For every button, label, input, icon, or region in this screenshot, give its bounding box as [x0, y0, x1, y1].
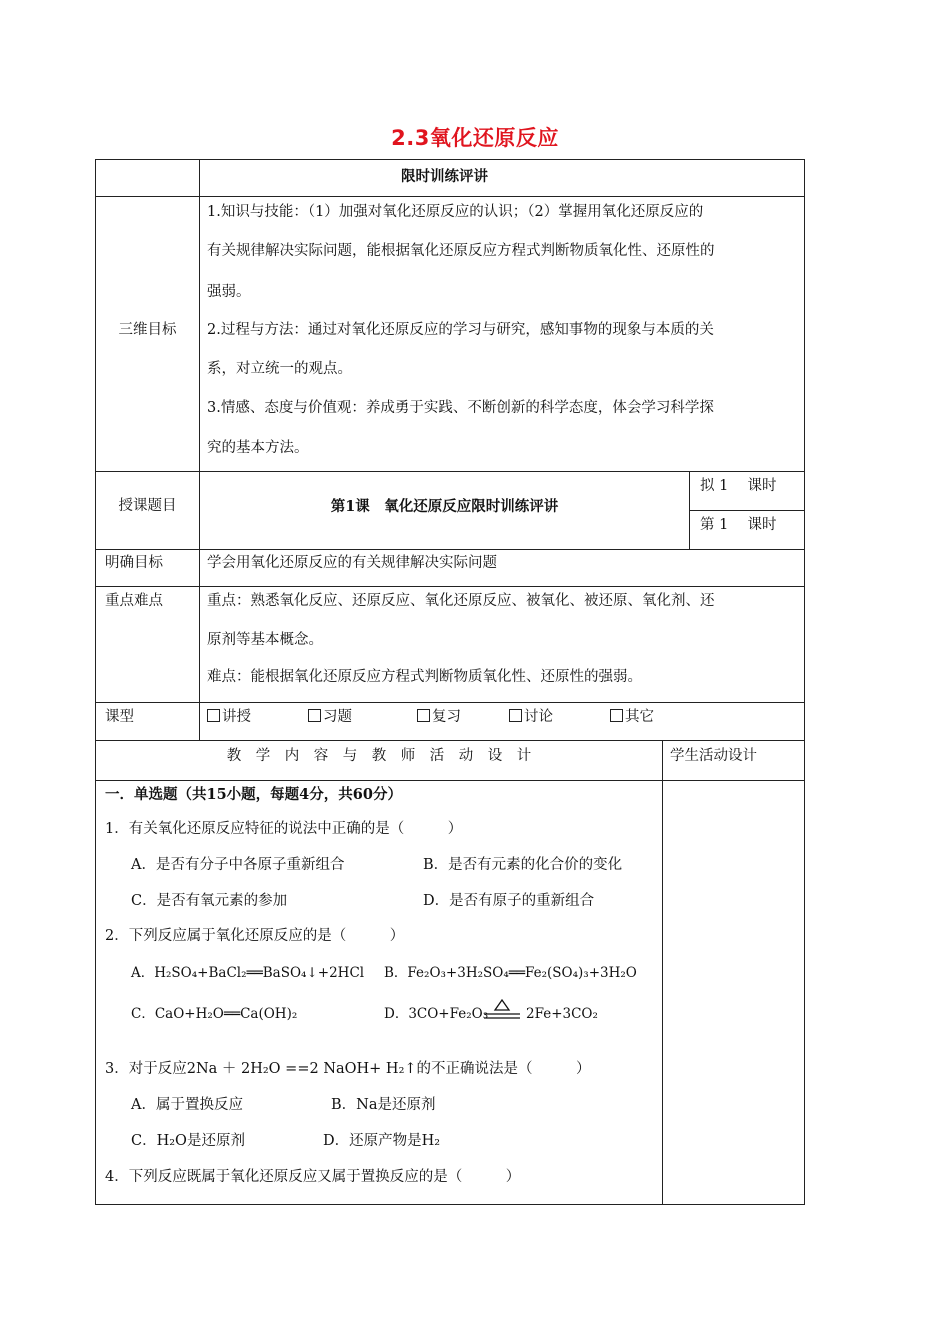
q3-option-c: C．H₂O是还原剂	[131, 1133, 245, 1149]
goals-line: 1.知识与技能：（1）加强对氧化还原反应的认识；（2）掌握用氧化还原反应的	[207, 204, 704, 220]
checkbox-icon	[308, 709, 321, 722]
q2-option-b: B．Fe₂O₃+3H₂SO₄══Fe₂(SO₄)₃+3H₂O	[384, 965, 637, 981]
lesson-type-option[interactable]: 讲授	[207, 709, 251, 726]
lesson-type-option[interactable]: 其它	[610, 709, 654, 726]
checkbox-icon	[207, 709, 220, 722]
section-heading: 一．单选题（共15小题，每题4分，共60分）	[105, 786, 402, 803]
row-divider	[96, 586, 804, 587]
teacher-activity-heading: 教 学 内 容 与 教 师 活 动 设 计	[226, 748, 532, 764]
q1-option-c: C．是否有氧元素的参加	[131, 893, 288, 909]
q2-option-a: A．H₂SO₄+BaCl₂══BaSO₄↓+2HCl	[131, 965, 365, 981]
student-activity-heading: 学生活动设计	[670, 748, 757, 764]
q2-option-c: C．CaO+H₂O══Ca(OH)₂	[131, 1006, 298, 1022]
column-divider	[662, 740, 663, 1204]
row-divider	[96, 780, 804, 781]
lesson-planned-periods: 拟 1 课时	[700, 478, 777, 494]
q2-option-d-left: D．3CO+Fe₂O₃	[384, 1006, 489, 1022]
objective-text: 学会用氧化还原反应的有关规律解决实际问题	[207, 555, 497, 571]
row-divider	[96, 702, 804, 703]
heating-condition-icon	[482, 998, 522, 1022]
goals-line: 究的基本方法。	[207, 440, 309, 456]
goals-label: 三维目标	[118, 322, 177, 338]
lesson-plan-table	[95, 159, 805, 1205]
goals-line: 强弱。	[207, 284, 251, 300]
keypoints-line: 重点：熟悉氧化反应、还原反应、氧化还原反应、被氧化、被还原、氧化剂、还	[207, 593, 715, 609]
lesson-title: 第1课 氧化还原反应限时训练评讲	[330, 498, 559, 515]
lesson-current-period: 第 1 课时	[700, 517, 777, 533]
keypoints-line: 难点：能根据氧化还原反应方程式判断物质氧化性、还原性的强弱。	[207, 669, 642, 685]
q1-option-b: B．是否有元素的化合价的变化	[423, 857, 623, 873]
column-divider	[689, 471, 690, 549]
lesson-type-label: 课型	[105, 709, 134, 725]
keypoints-label: 重点难点	[105, 593, 163, 609]
lesson-type-option[interactable]: 习题	[308, 709, 352, 726]
question-2: 2．下列反应属于氧化还原反应的是（ ）	[105, 928, 405, 944]
lesson-label: 授课题目	[118, 498, 177, 514]
lesson-type-option[interactable]: 讨论	[509, 709, 553, 726]
q3-option-d: D．还原产物是H₂	[323, 1133, 441, 1149]
question-4: 4．下列反应既属于氧化还原反应又属于置换反应的是（ ）	[105, 1169, 521, 1185]
goals-line: 2.过程与方法：通过对氧化还原反应的学习与研究，感知事物的现象与本质的关	[207, 322, 714, 338]
lesson-type-option[interactable]: 复习	[417, 709, 461, 726]
topic-title: 限时训练评讲	[401, 168, 488, 185]
goals-line: 系，对立统一的观点。	[207, 361, 352, 377]
row-divider	[96, 740, 804, 741]
row-divider	[96, 196, 804, 197]
q3-option-b: B．Na是还原剂	[331, 1097, 436, 1113]
checkbox-icon	[509, 709, 522, 722]
q1-option-d: D．是否有原子的重新组合	[423, 893, 595, 909]
q2-option-d-right: 2Fe+3CO₂	[526, 1006, 598, 1022]
checkbox-icon	[417, 709, 430, 722]
question-1: 1．有关氧化还原反应特征的说法中正确的是（ ）	[105, 821, 463, 837]
q1-option-a: A．是否有分子中各原子重新组合	[131, 857, 345, 873]
q3-option-a: A．属于置换反应	[131, 1097, 243, 1113]
goals-line: 3.情感、态度与价值观：养成勇于实践、不断创新的科学态度，体会学习科学探	[207, 400, 714, 416]
row-divider	[96, 549, 804, 550]
objective-label: 明确目标	[105, 555, 163, 571]
row-divider	[689, 510, 804, 511]
checkbox-icon	[610, 709, 623, 722]
document-title: 2.3氧化还原反应	[391, 126, 559, 150]
goals-line: 有关规律解决实际问题，能根据氧化还原反应方程式判断物质氧化性、还原性的	[207, 243, 715, 259]
keypoints-line: 原剂等基本概念。	[207, 632, 323, 648]
question-3: 3．对于反应2Na ＋ 2H₂O ==2 NaOH+ H₂↑的不正确说法是（ ）	[105, 1061, 591, 1077]
column-divider	[199, 160, 200, 740]
row-divider	[96, 471, 804, 472]
